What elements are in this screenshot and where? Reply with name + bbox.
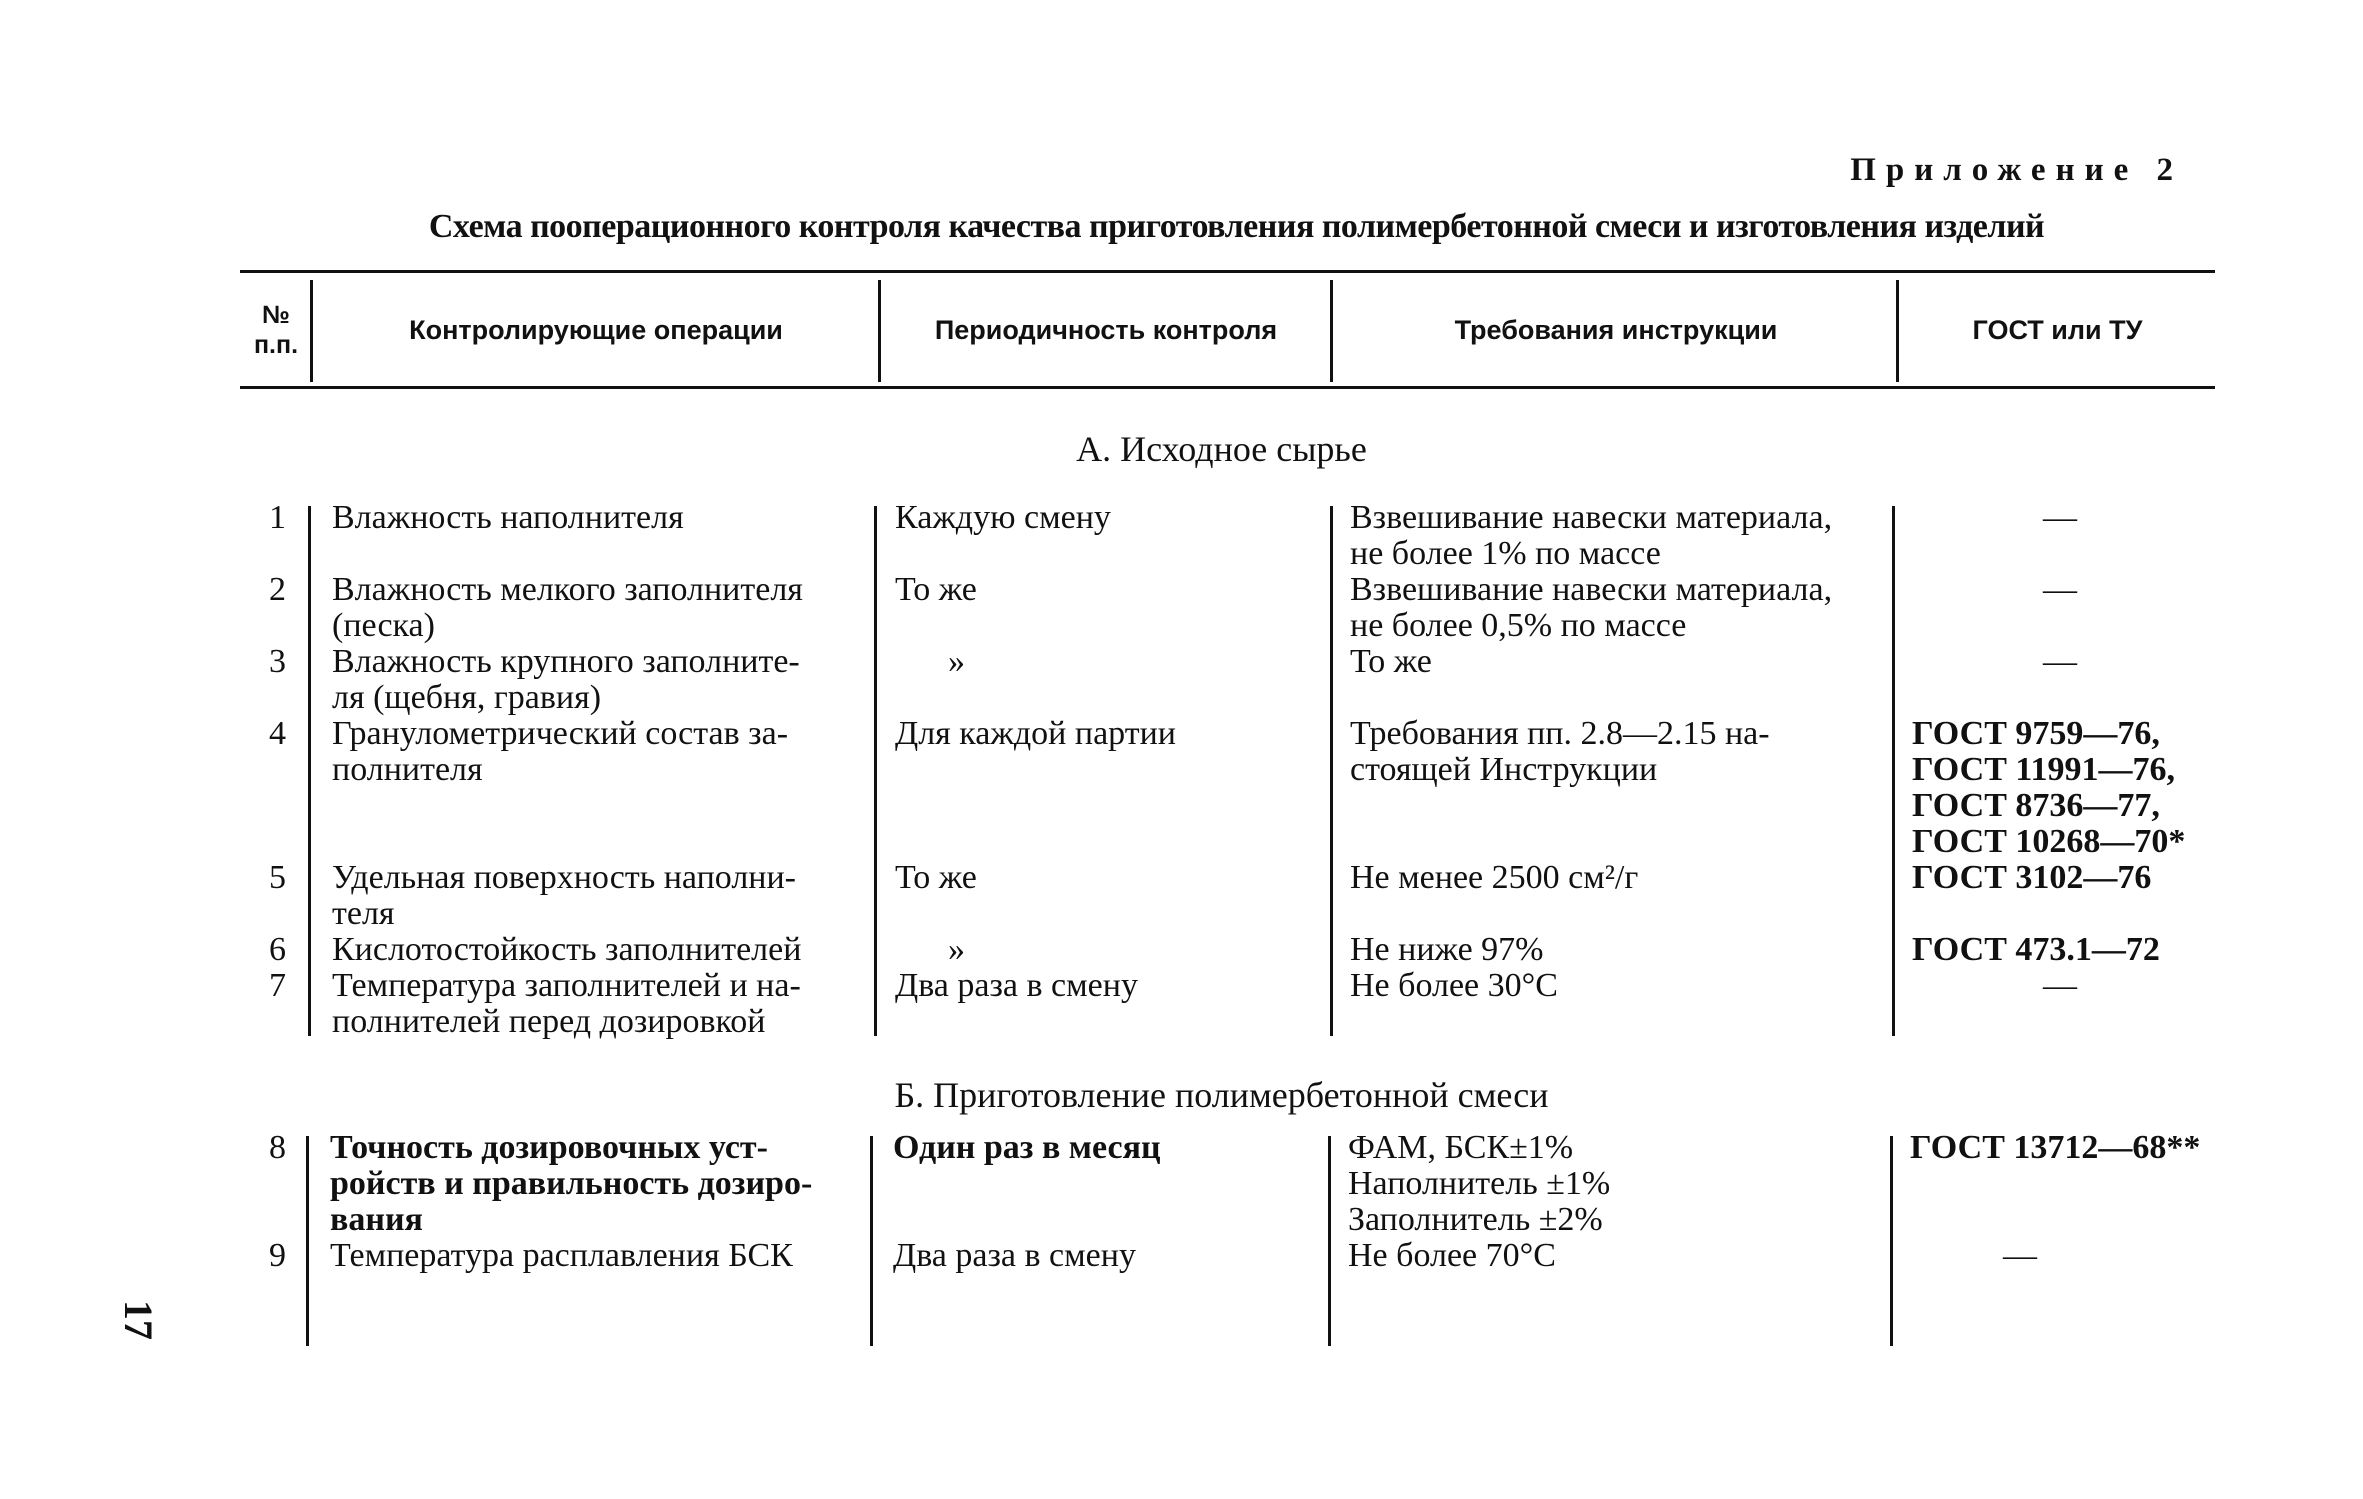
- row-periodicity: »: [948, 643, 965, 680]
- column-divider: [308, 506, 311, 1036]
- row-requirements: Не менее 2500 см²/г: [1350, 859, 1639, 896]
- row-number: 1: [269, 499, 286, 536]
- row-number: 9: [269, 1237, 286, 1274]
- row-requirements: Не ниже 97%: [1350, 931, 1544, 968]
- row-periodicity: Два раза в смену: [895, 967, 1138, 1004]
- row-requirements: Взвешивание навески материала, не более 1% по массе: [1350, 499, 1833, 572]
- row-periodicity: Два раза в смену: [893, 1237, 1136, 1274]
- page-number: 17: [116, 1300, 161, 1340]
- header-divider: [878, 280, 881, 382]
- row-gost: ГОСТ 13712—68**: [1910, 1129, 2201, 1166]
- column-header-periodicity: Периодичность контроля: [934, 314, 1278, 345]
- row-requirements: То же: [1350, 643, 1432, 680]
- row-periodicity: Каждую смену: [895, 499, 1111, 536]
- column-divider: [306, 1136, 309, 1346]
- column-header-requirements: Требования инструкции: [1454, 314, 1778, 345]
- row-requirements: Требования пп. 2.8—2.15 на- стоящей Инструкции: [1350, 715, 1770, 788]
- row-requirements: ФАМ, БСК±1% Наполнитель ±1% Заполнитель ±2%: [1348, 1129, 1611, 1238]
- document-title: Схема пооперационного контроля качества приготовления полимербетонной смеси и изготовления изделий: [428, 208, 2045, 245]
- row-gost: —: [2043, 499, 2077, 536]
- row-gost: ГОСТ 3102—76: [1912, 859, 2152, 896]
- column-divider: [1330, 506, 1333, 1036]
- row-operation: Кислотостойкость заполнителей: [332, 931, 802, 968]
- row-gost: —: [2043, 643, 2077, 680]
- row-number: 7: [269, 967, 286, 1004]
- table-top-rule: [240, 270, 2215, 273]
- table-header: [240, 278, 2215, 382]
- row-operation: Точность дозировочных уст- ройств и правильность дозиро- вания: [330, 1129, 813, 1238]
- column-divider: [1890, 1136, 1893, 1346]
- row-operation: Влажность мелкого заполнителя (песка): [332, 571, 803, 644]
- column-divider: [874, 506, 877, 1036]
- row-operation: Удельная поверхность наполни- теля: [332, 859, 796, 932]
- row-operation: Температура расплавления БСК: [330, 1237, 793, 1274]
- header-divider: [1330, 280, 1333, 382]
- row-number: 6: [269, 931, 286, 968]
- column-divider: [870, 1136, 873, 1346]
- row-number: 3: [269, 643, 286, 680]
- row-gost: ГОСТ 473.1—72: [1912, 931, 2160, 968]
- column-header-gost: ГОСТ или ТУ: [1972, 314, 2143, 345]
- row-operation: Влажность наполнителя: [332, 499, 684, 536]
- row-operation: Температура заполнителей и на- полнителей перед дозировкой: [332, 967, 801, 1040]
- column-header-number: № п.п.: [253, 301, 299, 359]
- row-periodicity: То же: [895, 859, 977, 896]
- section-heading-a: А. Исходное сырье: [1076, 429, 1367, 469]
- row-number: 2: [269, 571, 286, 608]
- column-divider: [1892, 506, 1895, 1036]
- header-divider: [310, 280, 313, 382]
- row-periodicity: Для каждой партии: [895, 715, 1176, 752]
- row-requirements: Взвешивание навески материала, не более 0,5% по массе: [1350, 571, 1833, 644]
- table-header-rule: [240, 386, 2215, 389]
- header-divider: [1896, 280, 1899, 382]
- row-gost: —: [2043, 967, 2077, 1004]
- row-requirements: Не более 30°С: [1350, 967, 1558, 1004]
- row-number: 4: [269, 715, 286, 752]
- row-number: 8: [269, 1129, 286, 1166]
- row-periodicity: То же: [895, 571, 977, 608]
- column-divider: [1328, 1136, 1331, 1346]
- section-heading-b: Б. Приготовление полимербетонной смеси: [894, 1075, 1549, 1115]
- appendix-label: Приложение 2: [1850, 152, 2183, 188]
- row-periodicity: Один раз в месяц: [893, 1129, 1161, 1166]
- column-header-operation: Контролирующие операции: [409, 314, 783, 345]
- row-operation: Гранулометрический состав за- полнителя: [332, 715, 789, 788]
- row-gost: —: [2003, 1237, 2037, 1274]
- row-number: 5: [269, 859, 286, 896]
- row-gost: —: [2043, 571, 2077, 608]
- row-requirements: Не более 70°С: [1348, 1237, 1556, 1274]
- row-operation: Влажность крупного заполните- ля (щебня, гравия): [332, 643, 800, 716]
- row-gost: ГОСТ 9759—76, ГОСТ 11991—76, ГОСТ 8736—77, ГОСТ 10268—70*: [1912, 715, 2186, 860]
- row-periodicity: »: [948, 931, 965, 968]
